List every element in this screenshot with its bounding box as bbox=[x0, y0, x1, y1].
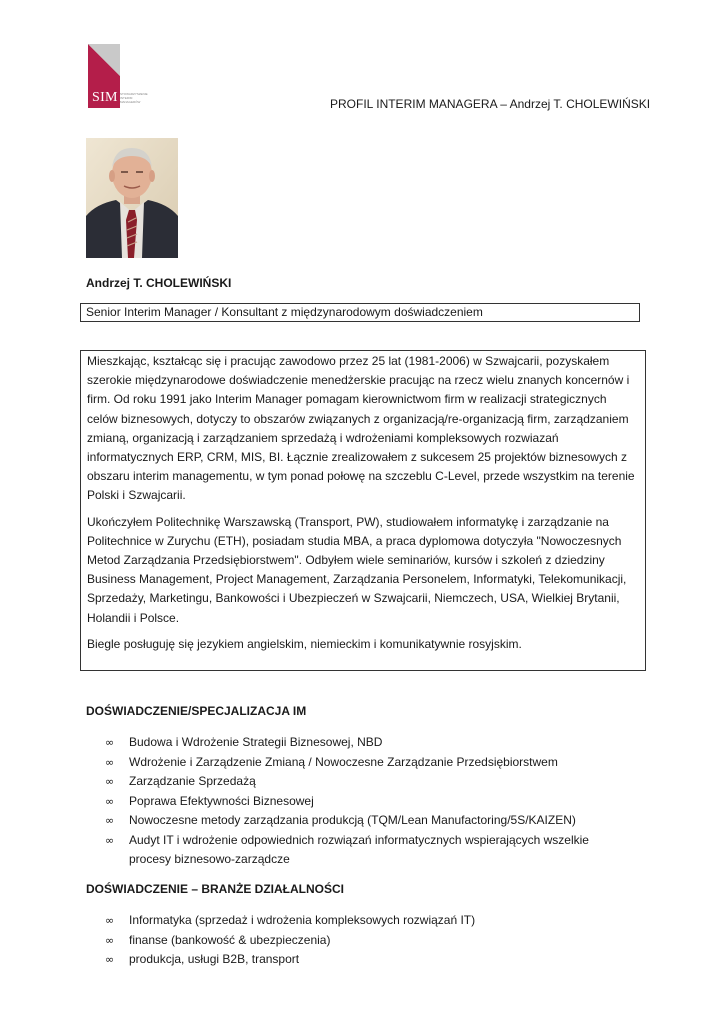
portrait-graphic bbox=[86, 138, 178, 258]
infinity-bullet-icon: ∞ bbox=[105, 833, 115, 847]
role-box bbox=[80, 303, 640, 322]
bio-paragraph: Mieszkając, kształcąc się i pracując zawodowo przez 25 lat (1981-2006) w Szwajcarii, pozyskałem szerokie międzynarodowe doświadczenie menedżerskie pracując na rzecz wielu znanych koncernów i firm. Od roku 1991 jako Interim Manager pomagam kierownictwom firm w realizacji strategicznych celów biznesowych, dotyczy to obszarów związanych z organizacją/re-organizacją firm, zarządzaniem zmianą, organizacją i zarządzaniem sprzedażą i wdrożeniami kompleksowych rozwiazań informatycznych ERP, CRM, MIS, BI. Łącznie zrealizowałem z sukcesem 25 projektów biznesowych z obszaru interim managementu, w tym ponad połowę na szczeblu C-Level, przede wszystkim na terenie Polski i Szwajcarii. bbox=[87, 354, 635, 503]
list-item: ∞ Budowa i Wdrożenie Strategii Biznesowej, NBD bbox=[105, 733, 605, 753]
infinity-bullet-icon: ∞ bbox=[105, 953, 115, 966]
experience-list bbox=[105, 733, 605, 870]
person-name: Andrzej T. CHOLEWIŃSKI bbox=[86, 276, 232, 290]
infinity-bullet-icon: ∞ bbox=[105, 755, 115, 769]
list-item: ∞ Wdrożenie i Zarządzenie Zmianą / Nowoczesne Zarządzanie Przedsiębiorstwem bbox=[105, 753, 605, 773]
page-title: PROFIL INTERIM MANAGERA – Andrzej T. CHOLEWIŃSKI bbox=[330, 97, 651, 111]
list-item: ∞ Poprawa Efektywności Biznesowej bbox=[105, 792, 605, 812]
industries-section-title: DOŚWIADCZENIE – BRANŻE DZIAŁALNOŚCI bbox=[86, 882, 344, 896]
bio-box bbox=[80, 350, 646, 671]
list-item: ∞ finanse (bankowość & ubezpieczenia) bbox=[105, 931, 475, 951]
bio-paragraph: Ukończyłem Politechnikę Warszawską (Transport, PW), studiowałem informatykę i zarządzanie na Politechnice w Zurychu (ETH), posiadam studia MBA, a praca dyplomowa dotyczyła "Nowoczesnych Metod Zarządzania Przedsiębiorstwem". Odbyłem wiele seminariów, kursów i szkoleń z dziedziny Business Management, Project Management, Zarządzania Personelem, Informatyki, Telekomunikacji, Sprzedaży, Marketingu, Bankowości i Ubezpieczeń w Szwajcarii, Niemczech, USA, Wielkiej Brytanii, Holandii i Polsce. bbox=[87, 514, 627, 625]
logo-brand: SIM bbox=[92, 90, 118, 105]
company-logo bbox=[88, 44, 154, 110]
role-text: Senior Interim Manager / Konsultant z międzynarodowym doświadczeniem bbox=[86, 305, 483, 319]
infinity-bullet-icon: ∞ bbox=[105, 736, 115, 749]
list-item: ∞ Nowoczesne metody zarządzania produkcją (TQM/Lean Manufactoring/5S/KAIZEN) bbox=[105, 811, 605, 831]
list-item: ∞ produkcja, usługi B2B, transport bbox=[105, 950, 475, 970]
experience-section-title: DOŚWIADCZENIE/SPECJALIZACJA IM bbox=[86, 704, 307, 718]
bio-paragraph: Biegle posługuję się jezykiem angielskim, niemieckim i komunikatywnie rosyjskim. bbox=[87, 636, 522, 651]
infinity-bullet-icon: ∞ bbox=[105, 775, 115, 788]
infinity-bullet-icon: ∞ bbox=[105, 933, 115, 947]
infinity-bullet-icon: ∞ bbox=[105, 794, 115, 808]
list-item: ∞ Audyt IT i wdrożenie odpowiednich rozwiązań informatycznych wspierających wszelkie procesy biznesowo-zarządcze bbox=[105, 832, 589, 866]
list-item: ∞ Zarządzanie Sprzedażą bbox=[105, 772, 605, 792]
profile-photo bbox=[86, 138, 178, 258]
infinity-bullet-icon: ∞ bbox=[105, 914, 115, 927]
logo-small-text: STOWARZYSZENIE INTERIM MANAGERÓW bbox=[120, 92, 148, 104]
industries-list bbox=[105, 911, 475, 970]
list-item: ∞ Informatyka (sprzedaż i wdrożenia kompleksowych rozwiązań IT) bbox=[105, 911, 475, 931]
infinity-bullet-icon: ∞ bbox=[105, 814, 115, 827]
